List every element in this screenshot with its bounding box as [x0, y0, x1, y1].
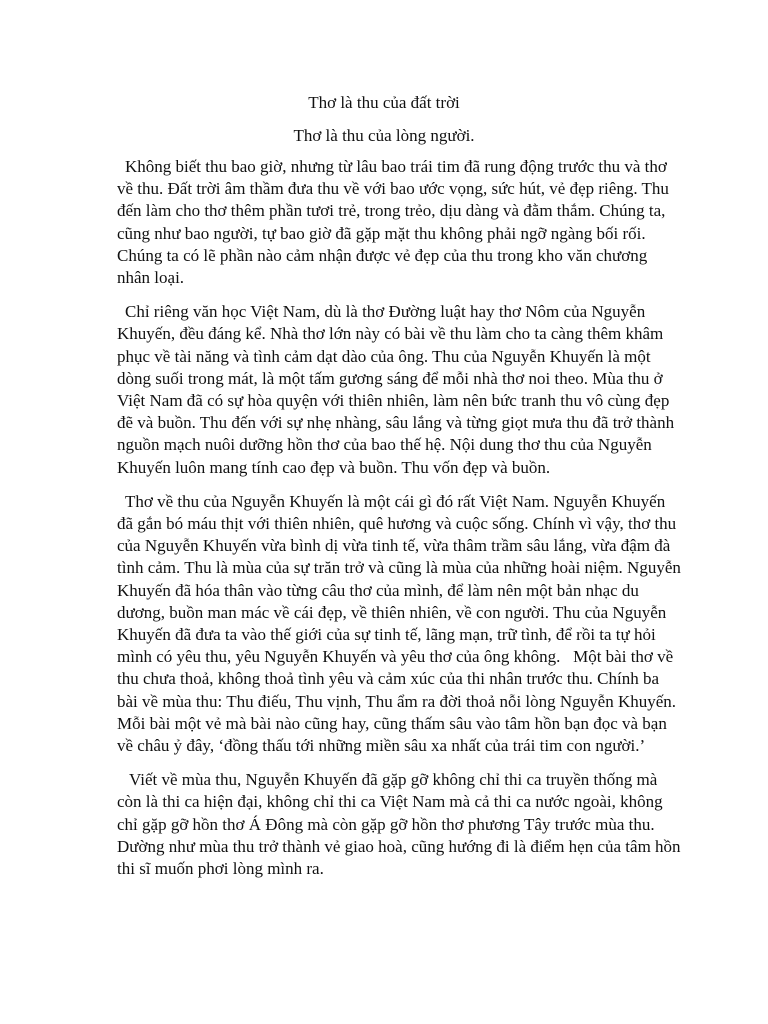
- paragraph-2: Chỉ riêng văn học Việt Nam, dù là thơ Đường luật hay thơ Nôm của Nguyễn Khuyến, đều đáng kể. Nhà thơ lớn này có bài về thu làm cho ta càng thêm khâm phục về tài năng và tình cảm dạt dào của ông. Thu của Nguyễn Khuyến là một dòng suối trong mát, là một tấm gương sáng để mỗi nhà thơ noi theo. Mùa thu ở Việt Nam đã có sự hòa quyện với thiên nhiên, làm nên bức tranh thu vô cùng đẹp đẽ và buồn. Thu đến với sự nhẹ nhàng, sâu lắng và từng giọt mưa thu đã trở thành nguồn mạch nuôi dưỡng hồn thơ của bao thế hệ. Nội dung thơ thu của Nguyễn Khuyến luôn mang tính cao đẹp và buồn. Thu vốn đẹp và buồn.: [117, 302, 679, 477]
- paragraph-1: Không biết thu bao giờ, nhưng từ lâu bao trái tim đã rung động trước thu và thơ về thu. Đất trời âm thầm đưa thu về với bao ước vọng, sức hút, vẻ đẹp riêng. Thu đến làm cho thơ thêm phần tươi trẻ, trong trẻo, dịu dàng và đằm thắm. Chúng ta, cũng như bao người, tự bao giờ đã gặp mặt thu không phải ngỡ ngàng bối rối. Chúng ta có lẽ phần nào cảm nhận được vẻ đẹp của thu trong kho văn chương nhân loại.: [117, 157, 674, 288]
- document-body: [117, 156, 686, 892]
- title-line-2: Thơ là thu của lòng người.: [293, 126, 475, 145]
- paragraph-4: Viết về mùa thu, Nguyễn Khuyến đã gặp gỡ không chỉ thi ca truyền thống mà còn là thi ca hiện đại, không chỉ thi ca Việt Nam mà cả thi ca nước ngoài, không chỉ gặp gỡ hồn thơ Á Đông mà còn gặp gỡ hồn thơ phương Tây trước mùa thu. Dường như mùa thu trở thành vẻ giao hoà, cũng hướng đi là điểm hẹn của tâm hồn thi sĩ muốn phơi lòng mình ra.: [117, 770, 685, 879]
- title-line-1: Thơ là thu của đất trời: [308, 93, 460, 112]
- document-title: [0, 92, 768, 147]
- paragraph-3: Thơ về thu của Nguyễn Khuyến là một cái gì đó rất Việt Nam. Nguyễn Khuyến đã gắn bó máu thịt với thiên nhiên, quê hương và cuộc sống. Chính vì vậy, thơ thu của Nguyễn Khuyến vừa bình dị vừa tinh tế, vừa thâm trầm sâu lắng, vừa đậm đà tình cảm. Thu là mùa của sự trăn trở và cũng là mùa của những hoài niệm. Nguyễn Khuyến đã hóa thân vào từng câu thơ của mình, để làm nên một bản nhạc du dương, buồn man mác về cái đẹp, về thiên nhiên, về con người. Thu của Nguyễn Khuyến đã đưa ta vào thế giới của sự tinh tế, lãng mạn, trữ tình, để rồi ta tự hỏi mình có yêu thu, yêu Nguyễn Khuyến và yêu thơ của ông không. Một bài thơ về thu chưa thoả, không thoả tình yêu và cảm xúc của thi nhân trước thu. Chính ba bài về mùa thu: Thu điếu, Thu vịnh, Thu ẩm ra đời thoả nỗi lòng Nguyễn Khuyến. Mỗi bài một vẻ mà bài nào cũng hay, cũng thấm sâu vào tâm hồn bạn đọc và bạn về châu ỷ đây, ‘đồng thấu tới những miền sâu xa nhất của trái tim con người.’: [117, 491, 686, 756]
